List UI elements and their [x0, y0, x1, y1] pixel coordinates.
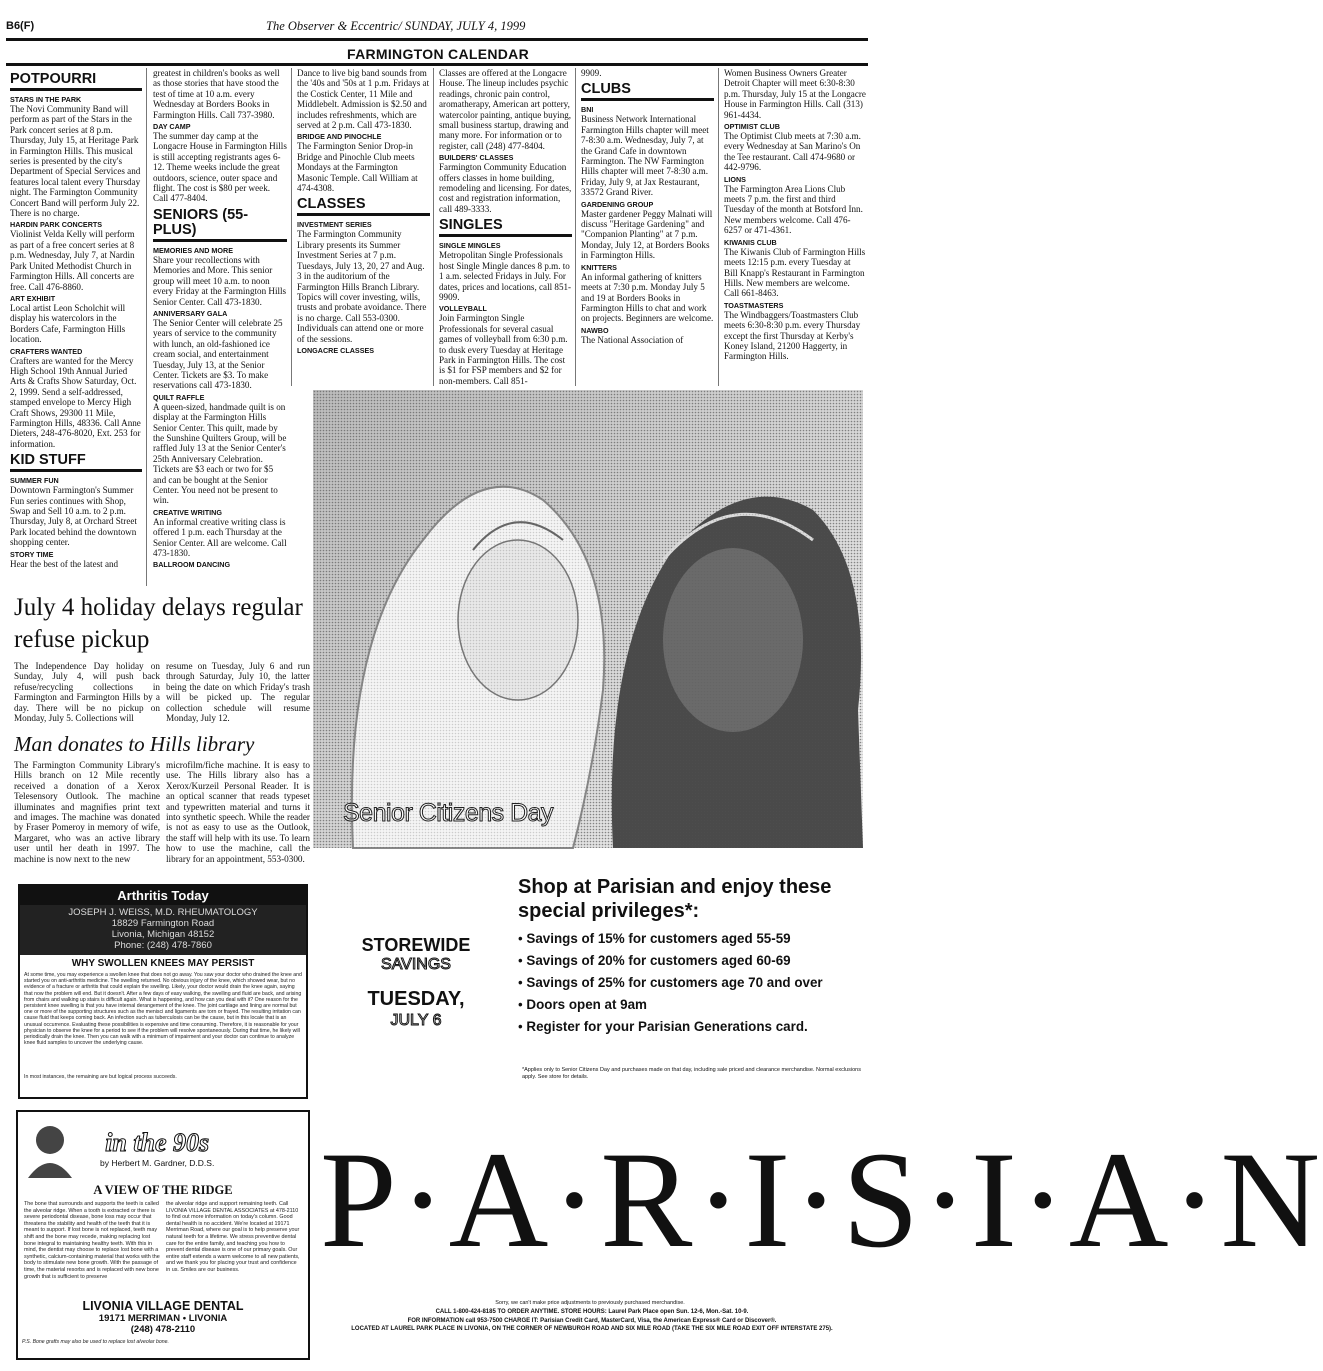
couple-image [313, 390, 863, 848]
section-heading-singles: SINGLES [439, 218, 572, 237]
arthritis-address-2: Livonia, Michigan 48152 [111, 929, 215, 940]
item-heading: NAWBO [581, 325, 609, 335]
list-item: • Doors open at 9am [518, 994, 868, 1016]
arthritis-title: Arthritis Today [20, 886, 306, 905]
photo-caption: Senior Citizens Day [343, 799, 554, 827]
item-text: The Farmington Senior Drop-in Bridge and Pinochle Club meets Mondays at the Farmington Masonic Temple. Call William at 474-4308. [297, 141, 418, 194]
dental-address: 19171 MERRIMAN • LIVONIA [98, 1313, 228, 1324]
arthritis-contact [20, 905, 306, 955]
dental-practice: LIVONIA VILLAGE DENTAL [82, 1299, 244, 1313]
page-number: B6(F) [6, 20, 35, 32]
parisian-headline: Shop at Parisian and enjoy these special privileges*: [518, 876, 832, 922]
arthritis-doctor: JOSEPH J. WEISS, M.D. RHEUMATOLOGY [68, 907, 258, 918]
arthritis-ad [18, 884, 308, 1099]
item-text: Metropolitan Single Professionals host Single Mingle dances 8 p.m. to 1 a.m. selected Fridays in July. For dates, prices and locations, call 851-9909. [439, 250, 572, 302]
senior-couple-photo [313, 390, 863, 848]
dental-ad [16, 1110, 310, 1360]
item-text: Violinist Velda Kelly will perform as part of a free concert series at 8 p.m. Wednesday, July 7, at Nardin Park United Methodist Church in Farmington Hills. All concerts are free. Call 476-8860. [10, 229, 135, 292]
item-heading: GARDENING GROUP [581, 199, 654, 209]
section-heading-potpourri: POTPOURRI [10, 72, 142, 91]
storewide-savings [346, 935, 486, 975]
item-heading: LIONS [724, 174, 746, 184]
item-text: The Windbaggers/Toastmasters Club meets 6:30-8:30 p.m. every Thursday except the first Thursday at Kerby's Koney Island, 21200 Haggerty, in Farmington Hills. [724, 309, 861, 362]
list-item: • Savings of 20% for customers aged 60-69 [518, 950, 868, 972]
item-heading: VOLLEYBALL [439, 304, 487, 314]
dental-phone: (248) 478-2110 [130, 1324, 196, 1335]
item-heading: DAY CAMP [153, 122, 191, 132]
item-text: The National Association of [581, 334, 684, 345]
list-item: • Savings of 25% for customers age 70 and over [518, 972, 868, 994]
dental-body-col-a: The bone that surrounds and supports the teeth is called the alveolar ridge. When a tooth is extracted or there is severe periodontal disease, bone loss may occur that threatens the stability and health of the teeth that it is meant to support. If lost bone is not replaced, teeth may shift and the bone may recede, making replacing lost bone integral to maintaining healthy teeth. With this in mind, the dentist may choose to replace lost bone with a synthetic, calcium-containing material that works with the body to stimulate new bone growth. With the passage of time, the material resorbs and is replaced with new bone growth that is sufficient to preserve [24, 1201, 160, 1280]
item-heading: HARDIN PARK CONCERTS [10, 220, 103, 230]
section-heading-seniors: SENIORS (55-PLUS) [153, 208, 287, 242]
dental-series: in the 90s [105, 1128, 210, 1157]
item-heading: ANNIVERSARY GALA [153, 308, 228, 318]
calendar-column-2 [153, 68, 287, 588]
item-text: Business Network International Farmington Hills chapter will meet 7-8:30 a.m. Wednesday, July 7, at the Grand Cafe in downtown Farmington. The NW Farmington Hills chapter will meet 7-8:30 a.m. Friday, July 9, at Jax Restaurant, 33572 Grand River. [581, 114, 709, 198]
item-heading: KIWANIS CLUB [724, 237, 777, 247]
sale-date-label: JULY 6 [390, 1012, 442, 1029]
section-heading-clubs: CLUBS [581, 82, 714, 101]
item-text: An informal creative writing class is offered 1 p.m. each Thursday at the Senior Center. All are welcome. Call 473-1830. [153, 516, 287, 559]
item-heading: SUMMER FUN [10, 476, 59, 486]
section-heading-classes: CLASSES [297, 197, 430, 216]
list-item: • Register for your Parisian Generations card. [518, 1016, 868, 1038]
item-text: Join Farmington Single Professionals for several casual games of volleyball from 6:30 p.m. to dusk every Tuesday at Heritage Park in Farmington Hills. The cost is $1 for FSP members and $2 for non-members. Call 851- [439, 313, 568, 386]
item-text: A queen-sized, handmade quilt is on display at the Farmington Hills Senior Center. This quilt, made by the Sunshine Quilters Group, will be raffled July 13 at the Senior Center's 25th Anniversary Celebration. Tickets are $3 each or two for $5 and can be bought at the Senior Center. You need not be present to win. [153, 401, 287, 506]
item-text: Classes are offered at the Longacre House. The lineup includes psychic readings, chronic pain control, aromatherapy, American art pottery, watercolor painting, antique buying, small business startup, drawing and many more. For information or to register, call (248) 477-8404. [439, 68, 572, 151]
dental-title: A VIEW OF THE RIDGE [93, 1183, 233, 1197]
store-hours: CALL 1-800-424-8185 TO ORDER ANYTIME. STORE HOURS: Laurel Park Place open Sun. 12-6, Mon.-Sat. 10-9. [435, 1309, 749, 1315]
calendar-column-1 [10, 68, 142, 588]
dental-header [18, 1112, 308, 1178]
dental-byline: by Herbert M. Gardner, D.D.S. [100, 1158, 215, 1168]
dental-body [18, 1201, 308, 1297]
item-text: Local artist Leon Scholchit will display his watercolors in the Borders Cafe, Farmington Hills location. [10, 302, 126, 345]
item-heading: BRIDGE AND PINOCHLE [297, 132, 382, 142]
arthritis-address-1: 18829 Farmington Road [111, 918, 215, 929]
item-text: Share your recollections with Memories and More. This senior group will meet 10 a.m. to noon every Friday at the Farmington Hills Senior Center. Call 473-1830. [153, 254, 287, 307]
item-heading: QUILT RAFFLE [153, 392, 205, 402]
column-rule [575, 68, 576, 386]
item-heading: STORY TIME [10, 549, 54, 559]
item-text: The summer day camp at the Longacre House in Farmington Hills is still accepting registrants ages 6-12. Theme weeks include the great outdoors, science, outer space and flight. The cost is $80 per week. Call 477-8404. [153, 131, 287, 204]
column-rule [718, 68, 719, 386]
item-text: The Optimist Club meets at 7:30 a.m. every Wednesday at San Marino's On the Tee restaurant. Call 474-9680 or 442-9796. [724, 131, 861, 173]
item-heading: INVESTMENT SERIES [297, 220, 372, 230]
item-heading: BALLROOM DANCING [153, 560, 231, 570]
item-text: The Farmington Area Lions Club meets 7 p.m. the first and third Tuesday of the month at Botsford Inn. New members welcome. Call 476-6257 or 471-4361. [724, 183, 863, 236]
calendar-column-6 [724, 68, 866, 386]
dentist-portrait-icon [24, 1118, 76, 1178]
sale-date [346, 988, 486, 1032]
price-adjustment-note: Sorry, we can't make price adjustments to previously purchased merchandise. [495, 1300, 685, 1306]
item-heading: OPTIMIST CLUB [724, 122, 780, 132]
calendar-rule [6, 63, 868, 66]
item-heading: KNITTERS [581, 262, 617, 272]
item-heading: LONGACRE CLASSES [297, 345, 375, 355]
arthritis-subhead: WHY SWOLLEN KNEES MAY PERSIST [71, 958, 255, 969]
item-text: 9909. [581, 68, 602, 78]
store-location: LOCATED AT LAUREL PARK PLACE IN LIVONIA, ON THE CORNER OF NEWBURGH ROAD AND SIX MILE ROAD (TAKE THE SIX MILE ROAD EXIT OFF INTERSTATE 275). [351, 1326, 833, 1332]
item-text: Women Business Owners Greater Detroit Chapter will meet 6:30-8:30 p.m. Thursday, July 15 at the Longacre House in Farmington Hills. Call (313) 961-4434. [724, 68, 866, 120]
item-text: The Novi Community Band will perform as part of the Stars in the Park concert series at 8 p.m. Thursday, July 15, at Heritage Park in Farmington Hills. This musical series is presented by the city's Department of Special Services and features local talent every Thursday night. The Farmington Community Concert Band will perform July 22. There is no charge. [10, 104, 141, 219]
item-heading: CREATIVE WRITING [153, 507, 222, 517]
item-text: greatest in children's books as well as those stories that have stood the test of time at 10 a.m. every Wednesday at Borders Books in Farmington Hills. Call 737-3980. [153, 68, 280, 120]
library-story-col-a: The Farmington Community Library's Hills branch on 12 Mile recently received a donation of a Xerox Telesensory Outlook. The machine illuminates and magnifies print text and images. The machine was donated by Fraser Pomeroy in memory of wife, Margaret, who was an active library user until her death in 1997. The machine is now next to the new [14, 760, 160, 864]
item-text: Dance to live big band sounds from the '40s and '50s at 1 p.m. Fridays at the Costick Center, 11 Mile and Middlebelt. Admission is $2.50 and includes refreshments, which are served at 2 p.m. Call 473-1830. [297, 68, 430, 131]
library-headline: Man donates to Hills library [14, 732, 255, 756]
savings-label: SAVINGS [381, 956, 451, 973]
storewide-label: STOREWIDE [361, 935, 471, 955]
calendar-column-4 [439, 68, 572, 386]
arthritis-body: At some time, you may experience a swollen knee that does not go away. You saw your doctor who drained the knee and started you on anti-arthritis medicine. The swelling returned. No obvious injury of the knee, which showed wear, but no evidence of a fracture or arthritis that could explain the swelling. Likely, your doctor would drain the knee again, saying that now the problem will end. But it doesn't. After a few days of easy walking, the swelling and fluid are back, and arising from chairs and walking up stairs is difficult again. What is happening, and how can you deal with it? One reason for the persistent knee swelling is that you have internal derangement of the knee. The joint cartilage and lining are normal but one or more of the supporting structures such as the menisci and ligaments are torn or frayed. The resulting irritation can cause fluid that keeps coming back. An infection such as tuberculosis can be the cause, but in this locale that is an unusual occurrence. Evaluating these possibilities is expensive and time consuming. Therefore, it is reasonable for your physician to observe the knee for a period to see if the problem will resolve spontaneously. During that time, he likely will periodically drain the knee. Then you can walk with a minimum of impairment and your doctor can continue to analyze knee fluid samples to uncover the underlying cause. [24, 972, 302, 1047]
section-heading-kid-stuff: KID STUFF [10, 453, 142, 472]
item-heading: BNI [581, 105, 594, 115]
page-header [6, 18, 868, 38]
item-heading: BUILDERS' CLASSES [439, 153, 514, 163]
item-heading: CRAFTERS WANTED [10, 346, 83, 356]
item-text: The Kiwanis Club of Farmington Hills meets 12:15 p.m. every Tuesday at Bill Knapp's Restaurant in Farmington Hills. New members are welcome. Call 661-8463. [724, 246, 866, 299]
item-heading: SINGLE MINGLES [439, 241, 501, 251]
dental-body-col-b: the alveolar ridge and support remaining teeth. Call LIVONIA VILLAGE DENTAL ASSOCIATES at 478-2110 to find out more information on today's column. Good dental health is no accident. We're located at 19171 Merriman Road, where our goal is to help preserve your natural teeth for a lifetime. We stress preventive dental care for the entire family, and teaching you how to prevent dental disease is one of our primary goals. Our entire staff extends a warm welcome to all new patients, and we thank you for placing your trust and confidence in us. Smiles are our business. [166, 1201, 300, 1273]
item-text: Farmington Community Education offers classes in home building, remodeling and licensing. For dates, cost and registration information, call 489-3333. [439, 162, 572, 214]
column-rule [433, 68, 434, 386]
item-text: The Farmington Community Library presents its Summer Investment Series at 7 p.m. Tuesdays, July 13, 20, 27 and Aug. 3 in the auditorium of the Farmington Hills Branch Library. Topics will cover investing, wills, trusts and probate avoidance. There is no charge. Call 553-0300. Individuals can attend one or more of the sessions. [297, 229, 427, 344]
item-text: Crafters are wanted for the Mercy High School 19th Annual Juried Arts & Crafts Show Saturday, Oct. 2, 1999. Send a self-addressed, stamped envelope to Mercy High Craft Shows, 29300 11 Mile, Farmington Hills, 48336. Call Anne Dieters, 248-476-8020, Ext. 253 for information. [10, 355, 141, 449]
item-text: Master gardener Peggy Malnati will discuss "Heritage Gardening" and "Companion Planting" at 7 p.m. Monday, July 12, at Borders Books in Farmington Hills. [581, 208, 713, 261]
header-rule [6, 38, 868, 41]
refuse-story-col-b: resume on Tuesday, July 6 and run through Saturday, July 10, the latter being the date on which Friday's trash will be picked up. The regular collection schedule will resume Monday, July 12. [166, 661, 310, 724]
item-text: Hear the best of the latest and [10, 558, 119, 569]
masthead: The Observer & Eccentric/ SUNDAY, JULY 4, 1999 [266, 19, 526, 33]
column-rule [146, 68, 147, 586]
arthritis-footer: In most instances, the remaining are but logical process succeeds. [24, 1074, 177, 1080]
dental-ps: P.S. Bone grafts may also be used to replace lost alveolar bone. [22, 1339, 169, 1345]
item-text: An informal gathering of knitters meets at 7:30 p.m. Monday July 5 and 19 at Borders Books in Farmington Hills to chat and work on projects. Beginners are welcome. [581, 271, 714, 324]
library-story-col-b: microfilm/fiche machine. It is easy to use. The Hills library also has a Xerox/Kurzeil Personal Reader. It is an optical scanner that reads typeset and typewritten material and turns it into synthetic speech. While the reader is not as easy to use as the Outlook, the staff will help with its use. To learn how to use the machine, call the library for an appointment, 553-0300. [166, 760, 310, 864]
item-text: The Senior Center will celebrate 25 years of service to the community with lunch, an old-fashioned ice cream social, and entertainment Tuesday, July 13, at the Senior Center. Tickets are $3. To make reservations call 473-1830. [153, 317, 283, 391]
item-heading: MEMORIES AND MORE [153, 245, 233, 255]
item-heading: TOASTMASTERS [724, 300, 784, 310]
list-item: • Savings of 15% for customers aged 55-59 [518, 928, 868, 950]
arthritis-phone: Phone: (248) 478-7860 [114, 940, 212, 951]
parisian-logo: P·A·R·I·S·I·A·N [320, 1123, 1323, 1276]
item-heading: STARS IN THE PARK [10, 95, 82, 104]
item-text: Downtown Farmington's Summer Fun series continues with Shop, Swap and Sell 10 a.m. to 2 p.m. Thursday, July 8, at Orchard Street Park located behind the downtown shopping center. [10, 485, 137, 548]
calendar-column-3 [297, 68, 430, 386]
calendar-title: FARMINGTON CALENDAR [347, 46, 529, 62]
store-info [322, 1308, 862, 1334]
offer-disclaimer: *Applies only to Senior Citizens Day and purchases made on that day, including sale priced and clearance merchandise. Normal exclusions apply. See store for details. [522, 1067, 861, 1080]
refuse-story-col-a: The Independence Day holiday on Sunday, July 4, will push back refuse/recycling collections in Farmington and Farmington Hills by a day. There will be no pickup on Monday, July 5. Collections will [14, 661, 160, 724]
sale-day: TUESDAY, [367, 988, 465, 1010]
privileges-list [518, 928, 868, 1038]
store-charge-info: FOR INFORMATION call 953-7500 CHARGE IT: Parisian Credit Card, MasterCard, Visa, the American Express® Card or Discover®. [407, 1317, 777, 1324]
calendar-column-5 [581, 68, 714, 386]
column-rule [291, 68, 292, 386]
refuse-headline: July 4 holiday delays regular refuse pickup [14, 594, 303, 653]
item-heading: ART EXHIBIT [10, 293, 56, 303]
